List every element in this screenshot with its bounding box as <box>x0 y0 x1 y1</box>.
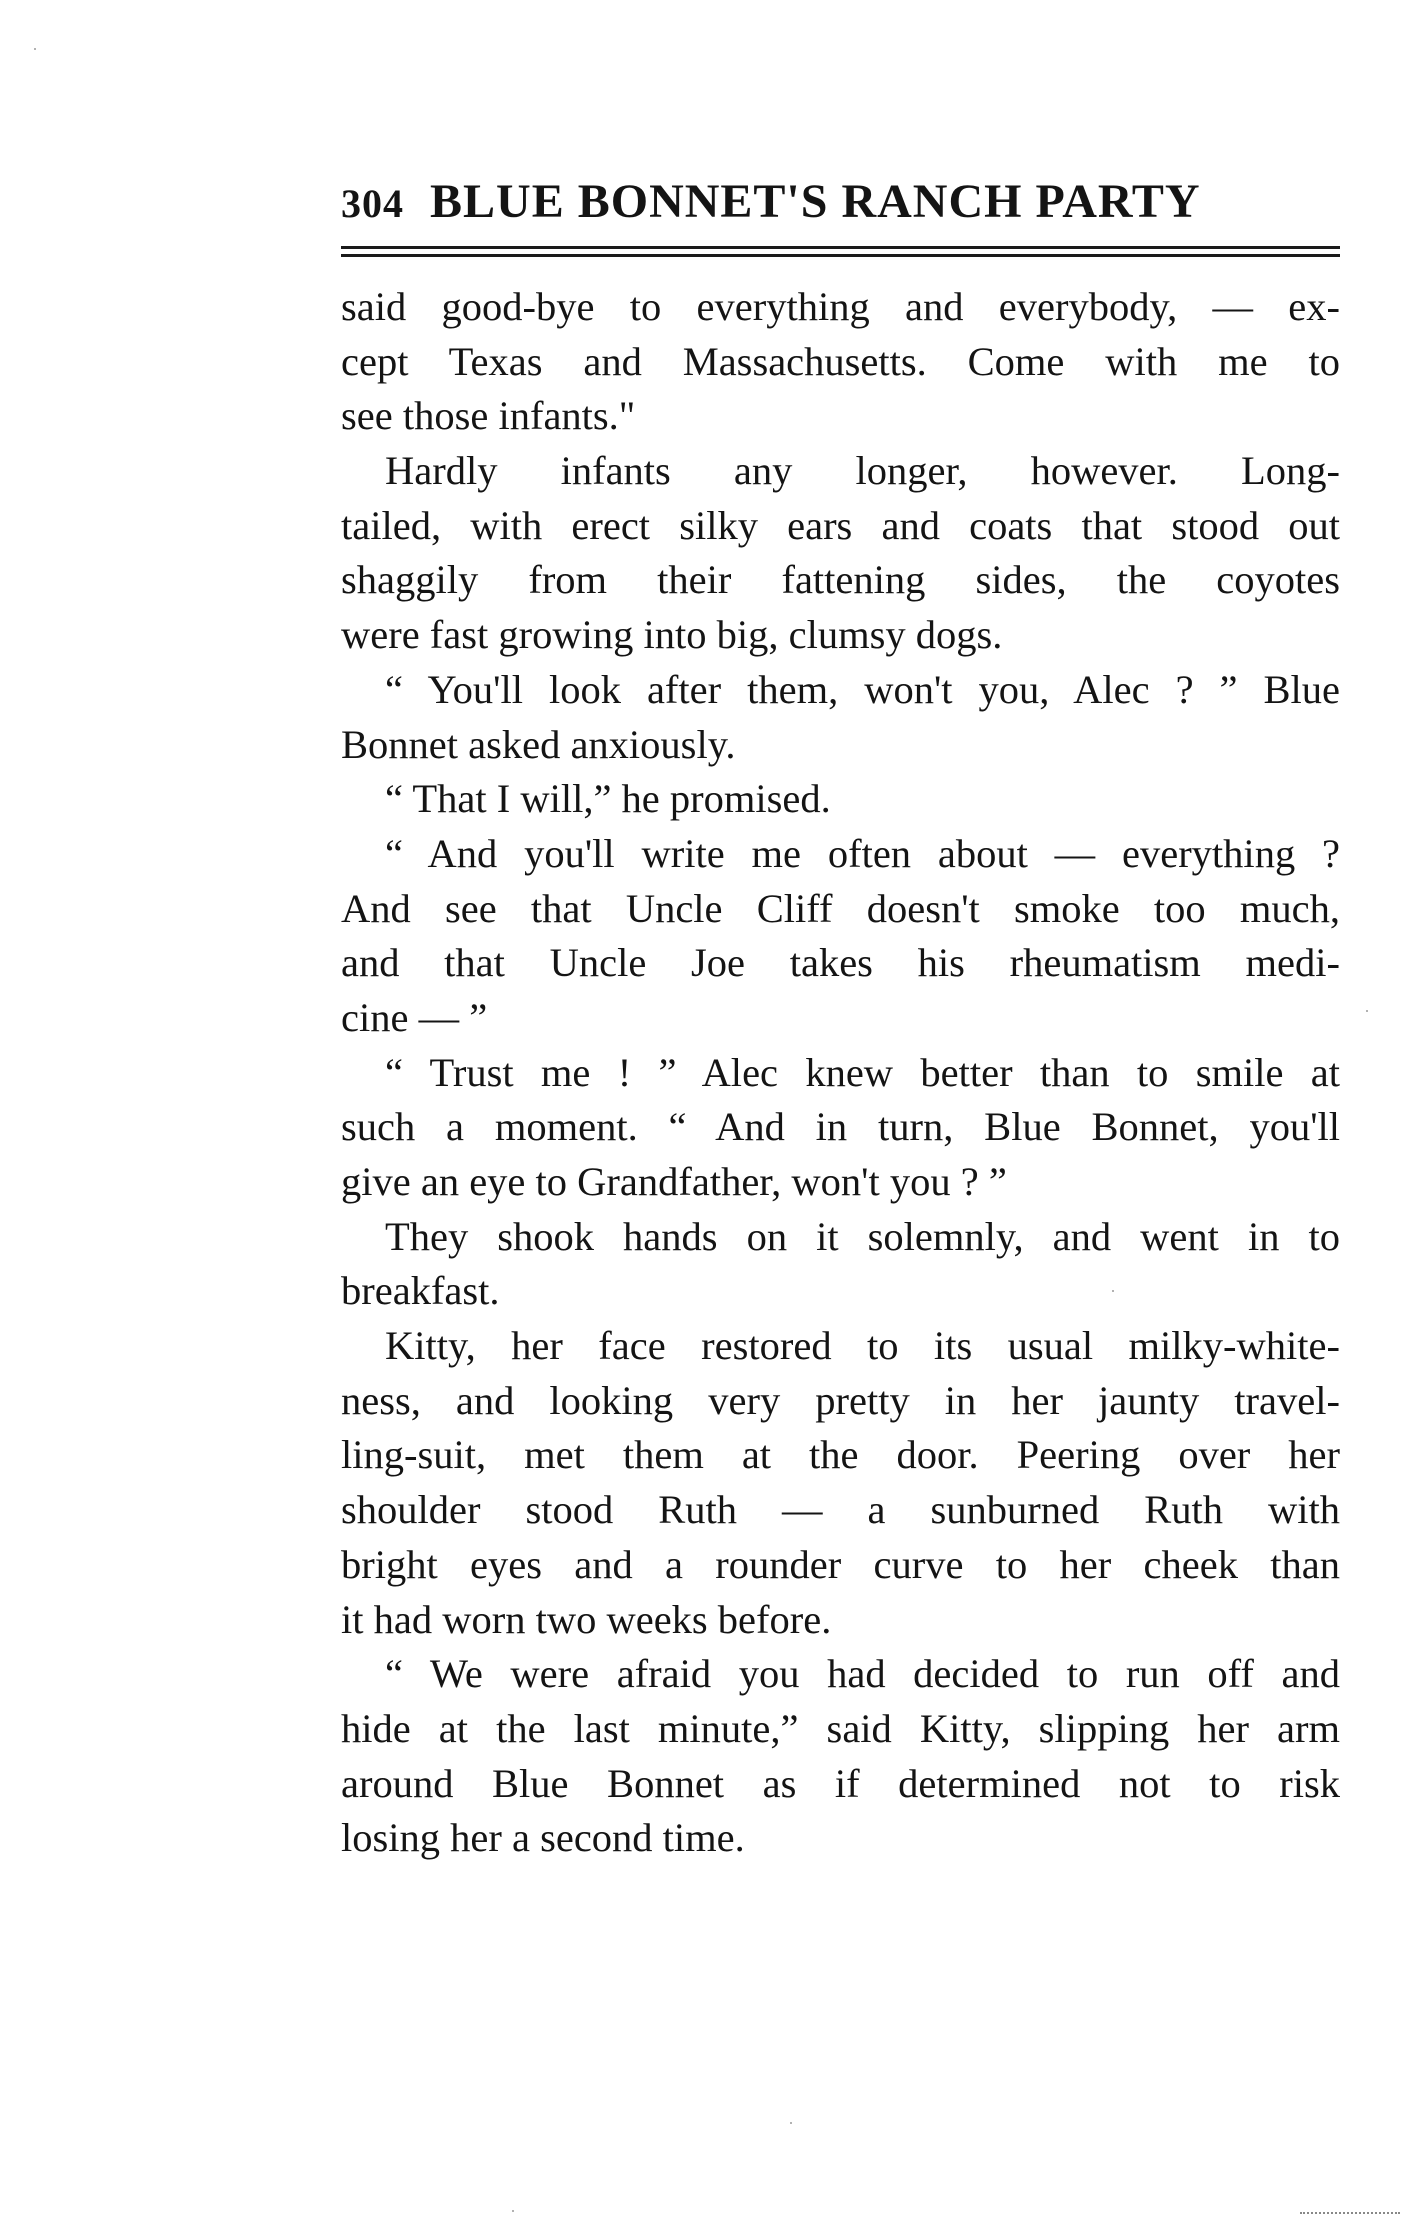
text-line: said good-bye to everything and everybody, — ex- <box>341 284 1340 329</box>
text-line: They shook hands on it solemnly, and went in to <box>385 1213 1340 1259</box>
text-line: hide at the last minute,” said Kitty, slipping her arm <box>341 1705 1340 1751</box>
text-line: bright eyes and a rounder curve to her cheek than <box>341 1541 1340 1587</box>
text-line: “ We were afraid you had decided to run off and <box>385 1651 1340 1697</box>
text-line: give an eye to Grandfather, won't you ? ” <box>341 1159 1007 1204</box>
page-header <box>341 172 1340 232</box>
paragraph <box>341 280 1340 444</box>
paragraph <box>341 772 1340 827</box>
text-line: shoulder stood Ruth — a sunburned Ruth with <box>341 1487 1340 1533</box>
running-title: BLUE BONNET'S RANCH PARTY <box>430 175 1201 228</box>
header-rule-bottom <box>341 254 1340 257</box>
text-line: tailed, with erect silky ears and coats that stood out <box>341 502 1340 548</box>
text-line: ling-suit, met them at the door. Peering over her <box>341 1432 1340 1478</box>
text-line: Hardly infants any longer, however. Long- <box>385 448 1340 494</box>
text-line: And see that Uncle Cliff doesn't smoke too much, <box>341 885 1340 931</box>
text-line: cine — ” <box>341 994 488 1040</box>
paragraph <box>341 1319 1340 1647</box>
text-line: such a moment. “ And in turn, Blue Bonnet, you'll <box>341 1104 1340 1150</box>
page-number: 304 <box>341 181 404 226</box>
scan-edge-mark <box>1300 2212 1400 2217</box>
paper-speck <box>512 2210 514 2212</box>
text-line: cept Texas and Massachusetts. Come with me to <box>341 338 1340 384</box>
paragraph <box>341 1647 1340 1866</box>
text-line: and that Uncle Joe takes his rheumatism medi- <box>341 940 1340 986</box>
paper-speck <box>1112 1290 1114 1292</box>
text-line: losing her a second time. <box>341 1815 745 1861</box>
paragraph <box>341 1046 1340 1210</box>
text-line: it had worn two weeks before. <box>341 1596 832 1642</box>
text-line: Bonnet asked anxiously. <box>341 721 736 767</box>
paragraph <box>341 827 1340 1046</box>
text-line: shaggily from their fattening sides, the coyotes <box>341 557 1340 603</box>
text-line: ness, and looking very pretty in her jaunty travel- <box>341 1377 1340 1423</box>
paper-speck <box>34 48 36 50</box>
paragraph <box>341 1210 1340 1319</box>
text-line: around Blue Bonnet as if determined not to risk <box>341 1760 1340 1806</box>
text-line: “ Trust me ! ” Alec knew better than to smile at <box>385 1049 1340 1095</box>
text-line: Kitty, her face restored to its usual milky-white- <box>385 1323 1340 1369</box>
text-line: “ That I will,” he promised. <box>385 776 831 822</box>
paper-speck <box>1366 1010 1368 1012</box>
header-rule-top <box>341 246 1340 249</box>
body-text <box>341 280 1340 1866</box>
paragraph <box>341 663 1340 772</box>
paragraph <box>341 444 1340 663</box>
paper-speck <box>790 2122 792 2124</box>
text-line: “ And you'll write me often about — everything ? <box>385 830 1340 876</box>
text-line: see those infants." <box>341 393 636 439</box>
text-line: breakfast. <box>341 1268 500 1314</box>
text-line: “ You'll look after them, won't you, Alec ? ” Blue <box>385 666 1340 712</box>
text-line: were fast growing into big, clumsy dogs. <box>341 612 1003 658</box>
